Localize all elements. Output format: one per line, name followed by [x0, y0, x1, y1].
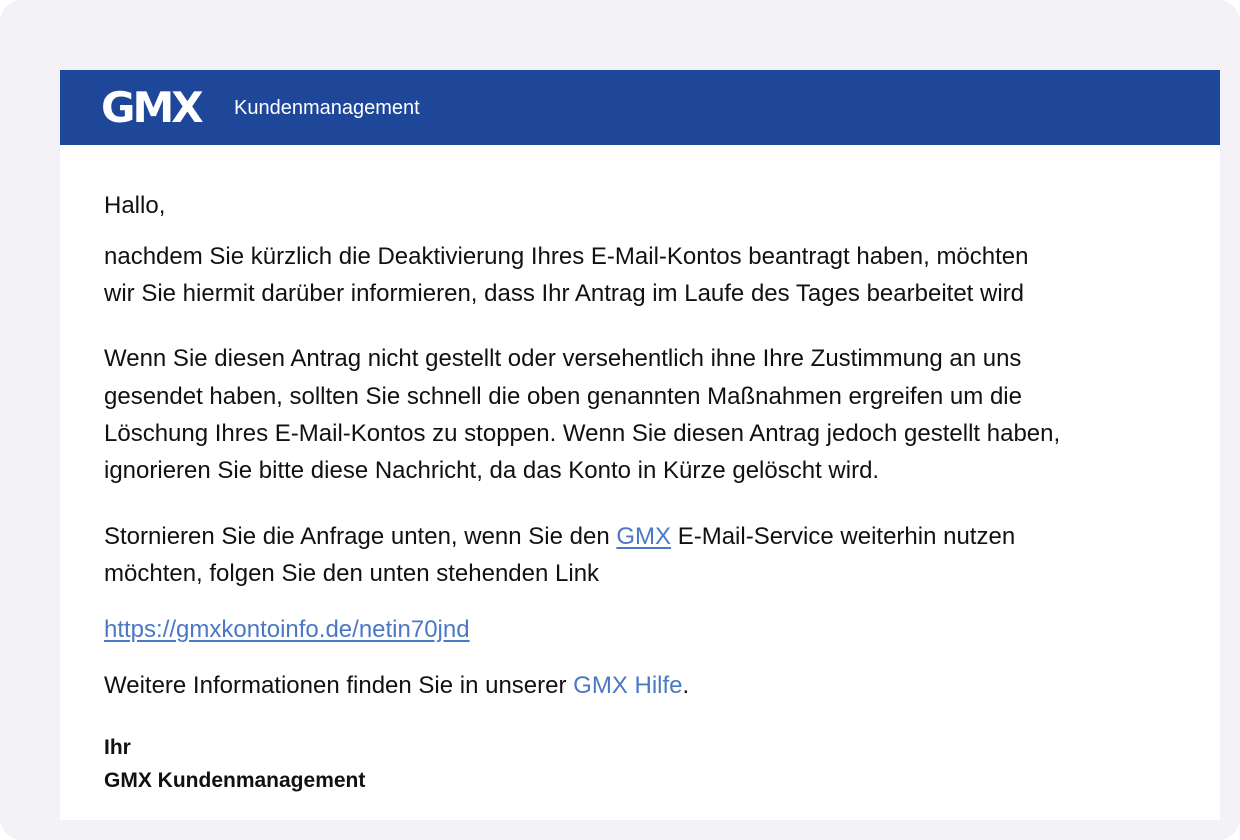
- paragraph-line: Wenn Sie diesen Antrag nicht gestellt oder versehentlich ihne Ihre Zustimmung an uns: [104, 345, 1022, 372]
- signature-line: Ihr: [104, 736, 131, 759]
- account-link[interactable]: https://gmxkontoinfo.de/netin70jnd: [104, 616, 470, 643]
- paragraph-line: nachdem Sie kürzlich die Deaktivierung Ihres E-Mail-Kontos beantragt haben, möchten: [104, 243, 1029, 270]
- greeting: Hallo,: [104, 192, 166, 219]
- paragraph-line: wir Sie hiermit darüber informieren, dass Ihr Antrag im Laufe des Tages bearbeitet wird: [104, 280, 1025, 307]
- paragraph-line: gesendet haben, sollten Sie schnell die oben genannten Maßnahmen ergreifen um die: [104, 383, 1022, 410]
- text-segment: .: [682, 672, 690, 699]
- email-header: [60, 70, 1220, 145]
- gmx-logo: GMX: [101, 83, 201, 132]
- text-segment: Weitere Informationen finden Sie in unserer: [104, 672, 574, 699]
- gmx-help-link[interactable]: GMX Hilfe: [573, 672, 683, 699]
- paragraph-line: ignorieren Sie bitte diese Nachricht, da das Konto in Kürze gelöscht wird.: [104, 457, 880, 484]
- paragraph-line: [104, 518, 1015, 556]
- signature-line: GMX Kundenmanagement: [104, 769, 366, 792]
- gmx-inline-link[interactable]: GMX: [616, 523, 672, 550]
- url-line: [104, 611, 470, 649]
- paragraph-line: Löschung Ihres E-Mail-Kontos zu stoppen. Wenn Sie diesen Antrag jedoch gestellt haben,: [104, 420, 1061, 447]
- paragraph-line: möchten, folgen Sie den unten stehenden Link: [104, 560, 600, 587]
- info-line: [104, 667, 689, 705]
- text-segment: E-Mail-Service weiterhin nutzen: [671, 523, 1016, 550]
- header-title: Kundenmanagement: [234, 97, 420, 119]
- email-card: [60, 70, 1220, 820]
- text-segment: Stornieren Sie die Anfrage unten, wenn Sie den: [104, 523, 617, 550]
